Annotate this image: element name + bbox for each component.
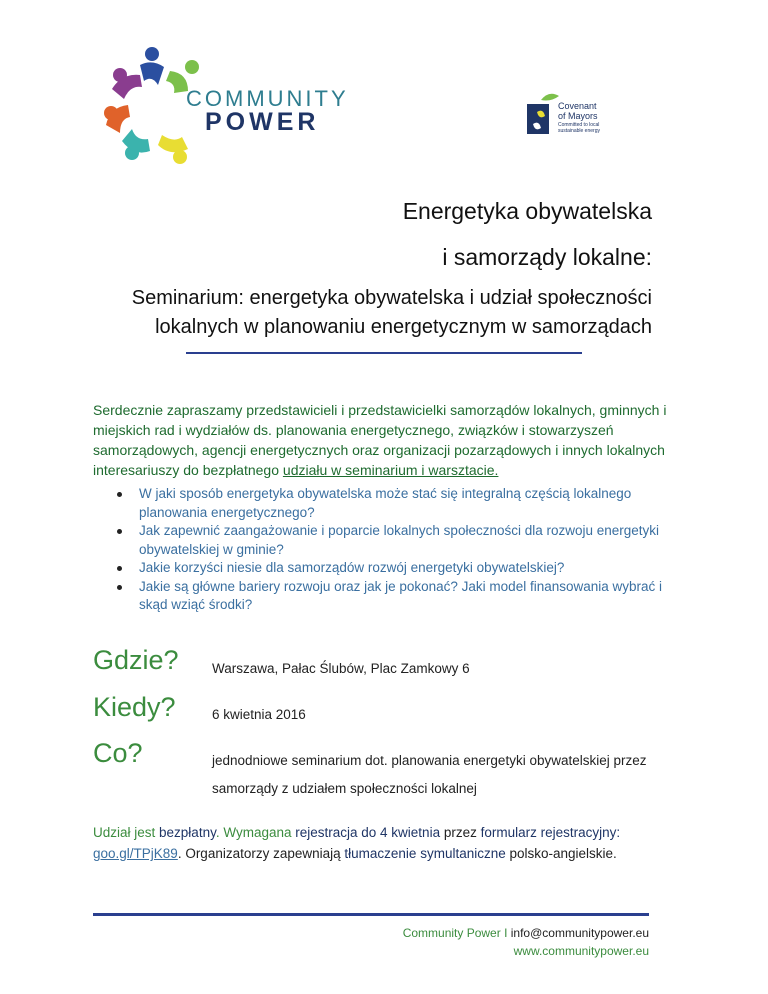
people-circle-icon xyxy=(104,47,199,164)
title-line2: i samorządy lokalne: xyxy=(442,244,652,270)
community-wordmark: COMMUNITY xyxy=(186,86,349,111)
where-value: Warszawa, Pałac Ślubów, Plac Zamkowy 6 xyxy=(212,661,470,676)
when-value: 6 kwietnia 2016 xyxy=(212,707,306,722)
covenant-text-line1: Covenant xyxy=(558,101,597,111)
intro-text: Serdecznie zapraszamy przedstawicieli i przedstawicielki samorządów lokalnych, gminnych i miejskich rad i wydziałów ds. planowania energetycznego, związków i stowarzyszeń samorządowych, agencji energetycznych oraz organizacji pozarządowych i innych lokalnych interesariuszy do bezpłatnego xyxy=(93,402,667,478)
registration-paragraph: Udział jest bezpłatny. Wymagana rejestracja do 4 kwietnia przez formularz rejestracyjny: goo.gl/TPjK89. Organizatorzy zapewniają tłumaczenie symultaniczne polsko-angielskie. xyxy=(93,825,621,861)
website-link[interactable]: www.communitypower.eu xyxy=(513,944,649,958)
list-item: Jak zapewnić zaangażowanie i poparcie lokalnych społeczności dla rozwoju energetyki obywatelskiej w gminie? xyxy=(93,522,673,559)
question-list xyxy=(93,485,673,615)
intro-paragraph xyxy=(93,400,683,480)
bullet-icon xyxy=(117,529,122,534)
covenant-text-line2: of Mayors xyxy=(558,111,598,121)
bullet-icon xyxy=(117,566,122,571)
title-line1: Energetyka obywatelska xyxy=(402,198,652,224)
list-item: Jakie są główne bariery rozwoju oraz jak je pokonać? Jaki model finansowania wybrać i skąd wziąć środki? xyxy=(93,578,673,615)
bullet-icon xyxy=(117,585,122,590)
bullet-icon xyxy=(117,492,122,497)
when-label: Kiedy? xyxy=(93,692,176,722)
list-item: Jakie korzyści niesie dla samorządów rozwój energetyki obywatelskiej? xyxy=(93,559,673,578)
subtitle: Seminarium: energetyka obywatelska i udział społeczności lokalnych w planowaniu energetycznym w samorządach xyxy=(131,287,652,338)
email-link[interactable]: info@communitypower.eu xyxy=(510,926,649,940)
intro-underlined: udziału w seminarium i warsztacie. xyxy=(282,462,499,478)
divider-top xyxy=(186,352,582,354)
covenant-tagline: Committed to local sustainable energy xyxy=(558,122,600,134)
what-value: jednodniowe seminarium dot. planowania energetyki obywatelskiej przez samorządy z udziałem społeczności lokalnej xyxy=(212,753,647,796)
power-wordmark: POWER xyxy=(205,108,320,136)
what-label: Co? xyxy=(93,738,143,768)
leaf-icon xyxy=(541,94,559,101)
footer-contact: Community Power I info@communitypower.eu xyxy=(402,926,649,940)
where-label: Gdzie? xyxy=(93,645,179,675)
divider-bottom xyxy=(93,913,649,916)
registration-link[interactable]: goo.gl/TPjK89 xyxy=(93,846,178,861)
list-item: W jaki sposób energetyka obywatelska może stać się integralną częścią lokalnego planowania energetycznego? xyxy=(93,485,673,522)
